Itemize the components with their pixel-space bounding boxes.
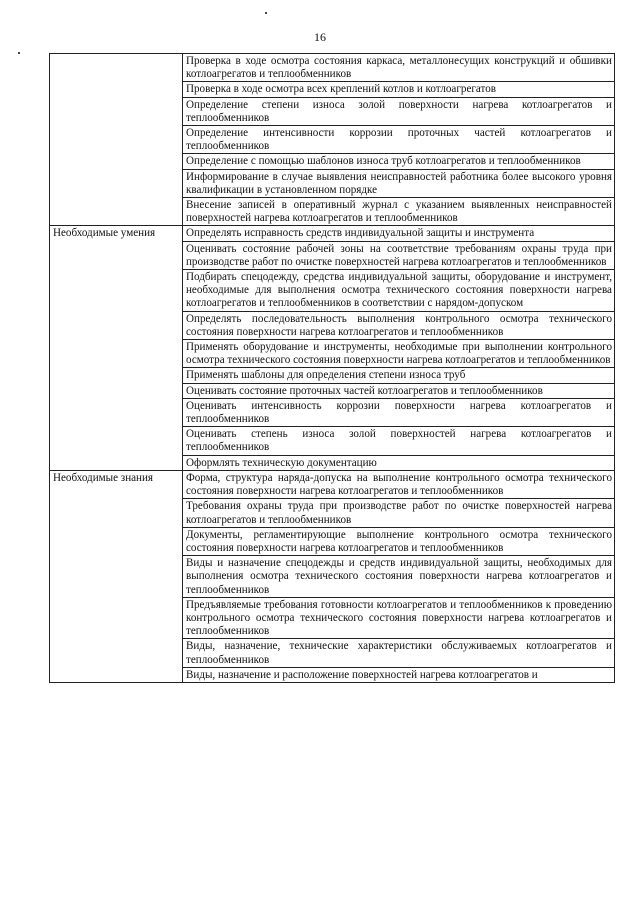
table-cell: Информирование в случае выявления неисправностей работника более высокого уровня квалификации в установленном порядке	[183, 169, 615, 197]
table-cell: Оформлять техническую документацию	[183, 455, 615, 470]
scan-mark	[265, 12, 267, 14]
row-label	[50, 54, 183, 226]
table-cell: Требования охраны труда при производстве работ по очистке поверхностей нагрева котлоагрегатов и теплообменников	[183, 499, 615, 527]
table-cell: Оценивать степень износа золой поверхностей нагрева котлоагрегатов и теплообменников	[183, 427, 615, 455]
table-cell: Форма, структура наряда-допуска на выполнение контрольного осмотра технического состояния поверхности нагрева котлоагрегатов и теплообменников	[183, 470, 615, 498]
page-number: 16	[314, 30, 326, 44]
table-row	[50, 54, 615, 82]
table-cell: Применять шаблоны для определения степени износа труб	[183, 368, 615, 383]
table-cell: Применять оборудование и инструменты, необходимые при выполнении контрольного осмотра технического состояния поверхности нагрева котлоагрегатов и теплообменников	[183, 340, 615, 368]
table-cell: Виды, назначение и расположение поверхностей нагрева котлоагрегатов и	[183, 667, 615, 682]
table-cell: Подбирать спецодежду, средства индивидуальной защиты, оборудование и инструмент, необходимые для выполнения осмотра технического состояния поверхности нагрева котлоагрегатов и теплообменников в соответствии с нарядом-допуском	[183, 270, 615, 312]
scan-mark	[18, 52, 20, 54]
table-cell: Проверка в ходе осмотра всех креплений котлов и котлоагрегатов	[183, 82, 615, 97]
table-cell: Проверка в ходе осмотра состояния каркаса, металлонесущих конструкций и обшивки котлоагрегатов и теплообменников	[183, 54, 615, 82]
table-cell: Определять исправность средств индивидуальной защиты и инструмента	[183, 226, 615, 241]
row-label: Необходимые умения	[50, 226, 183, 470]
table-cell: Определять последовательность выполнения контрольного осмотра технического состояния поверхности нагрева котлоагрегатов и теплообменников	[183, 311, 615, 339]
table-cell: Виды и назначение спецодежды и средств индивидуальной защиты, необходимых для выполнения осмотра технического состояния поверхности нагрева котлоагрегатов и теплообменников	[183, 556, 615, 598]
table-row	[50, 470, 615, 498]
table-cell: Определение интенсивности коррозии проточных частей котлоагрегатов и теплообменников	[183, 126, 615, 154]
row-label: Необходимые знания	[50, 470, 183, 682]
table-cell: Оценивать состояние проточных частей котлоагрегатов и теплообменников	[183, 383, 615, 398]
table-cell: Определение степени износа золой поверхности нагрева котлоагрегатов и теплообменников	[183, 97, 615, 125]
table-cell: Виды, назначение, технические характеристики обслуживаемых котлоагрегатов и теплообменников	[183, 639, 615, 667]
table-cell: Документы, регламентирующие выполнение контрольного осмотра технического состояния поверхности нагрева котлоагрегатов и теплообменников	[183, 527, 615, 555]
table-cell: Предъявляемые требования готовности котлоагрегатов и теплообменников к проведению контрольного осмотра технического состояния поверхности нагрева котлоагрегатов и теплообменников	[183, 597, 615, 639]
table-cell: Определение с помощью шаблонов износа труб котлоагрегатов и теплообменников	[183, 154, 615, 169]
requirements-table	[49, 53, 615, 683]
table-cell: Оценивать интенсивность коррозии поверхности нагрева котлоагрегатов и теплообменников	[183, 398, 615, 426]
table-cell: Оценивать состояние рабочей зоны на соответствие требованиям охраны труда при производстве работ по очистке поверхностей нагрева котлоагрегатов и теплообменников	[183, 241, 615, 269]
table-row	[50, 226, 615, 241]
table-cell: Внесение записей в оперативный журнал с указанием выявленных неисправностей поверхностей нагрева котлоагрегатов и теплообменников	[183, 198, 615, 226]
